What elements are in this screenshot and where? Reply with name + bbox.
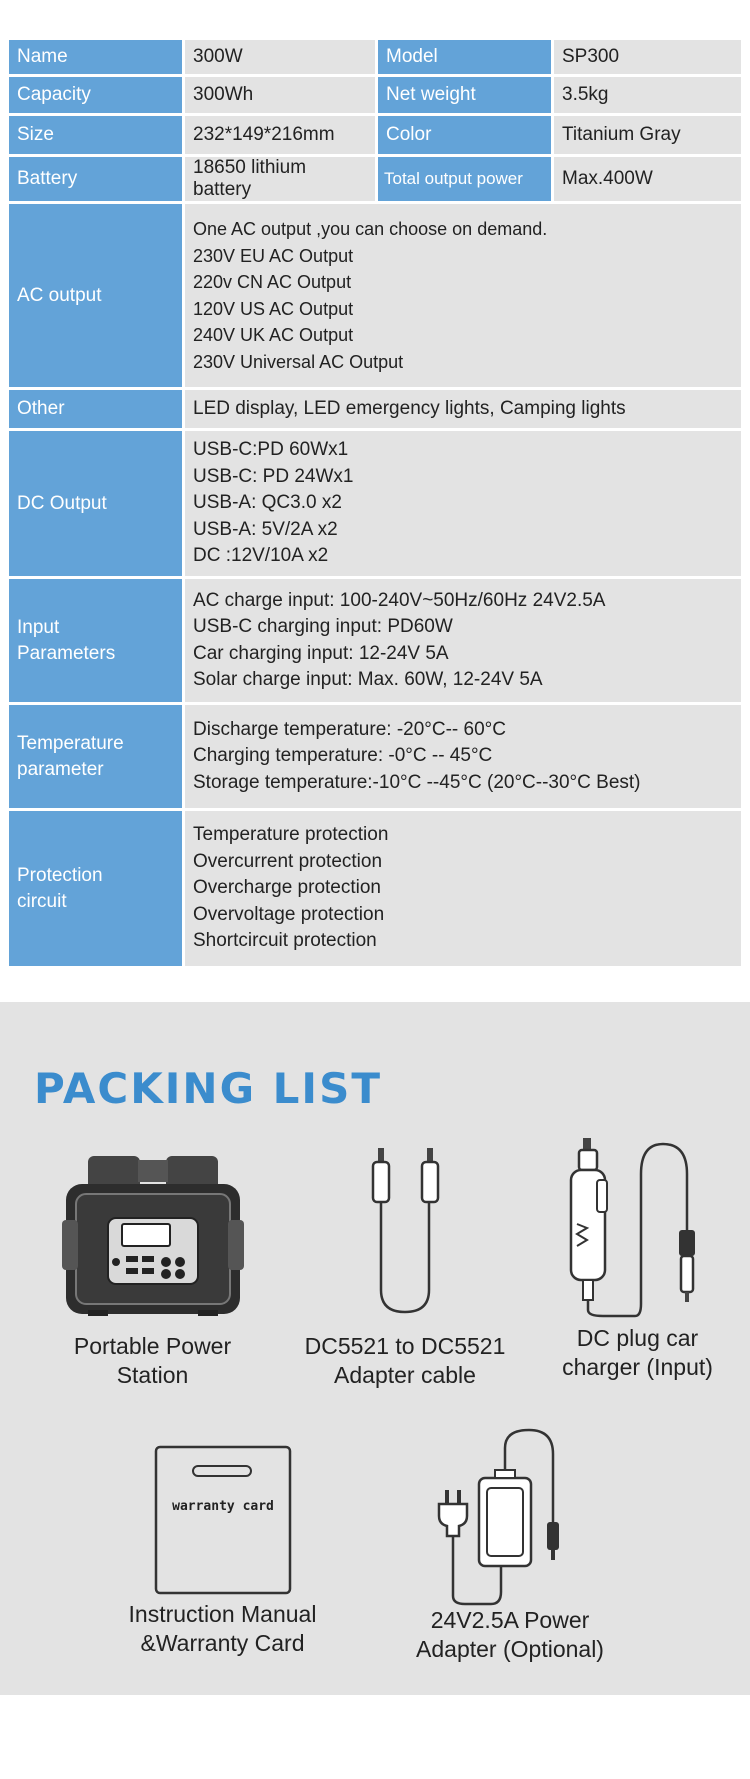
- prot-line: Overcharge protection: [193, 877, 381, 899]
- input-line: Car charging input: 12-24V 5A: [193, 642, 449, 664]
- caption-line: DC plug car: [576, 1325, 699, 1351]
- ac-line: 220v CN AC Output: [193, 272, 352, 292]
- input-line: Solar charge input: Max. 60W, 12-24V 5A: [193, 669, 543, 690]
- spec-value: 232*149*216mm: [184, 115, 377, 156]
- spec-key-line: Temperature: [17, 732, 124, 754]
- power-adapter-icon: [435, 1426, 585, 1606]
- input-line: USB-C charging input: PD60W: [193, 616, 453, 637]
- packing-item-car-charger: [540, 1134, 735, 1382]
- packing-item-caption: [395, 1606, 625, 1664]
- spec-row-temperature: [8, 704, 743, 810]
- spec-value: 18650 lithium battery: [184, 156, 377, 203]
- packing-item-manual: [105, 1444, 340, 1658]
- spec-row-capacity: [8, 76, 743, 115]
- prot-line: Overvoltage protection: [193, 903, 385, 925]
- ac-line: 240V UK AC Output: [193, 325, 354, 345]
- caption-line: 24V2.5A Power: [430, 1607, 590, 1633]
- spec-key: Capacity: [8, 76, 184, 115]
- prot-line: Shortcircuit protection: [193, 930, 377, 952]
- caption-line: Instruction Manual: [128, 1601, 317, 1627]
- caption-line: Station: [116, 1362, 189, 1388]
- spec-key-line: Input: [17, 616, 60, 638]
- spec-table: [6, 37, 744, 969]
- packing-list-section: [0, 1002, 750, 1695]
- spec-key: Color: [377, 115, 553, 156]
- spec-value: [184, 203, 743, 389]
- spec-row-protection: [8, 810, 743, 968]
- spec-key: Battery: [8, 156, 184, 203]
- packing-item-caption: [45, 1332, 260, 1390]
- dc-line: USB-A: 5V/2A x2: [193, 518, 338, 540]
- spec-key-line: circuit: [17, 890, 67, 912]
- caption-line: Adapter cable: [334, 1362, 476, 1388]
- spec-key: [8, 810, 184, 968]
- packing-item-caption: [540, 1324, 735, 1382]
- packing-item-dc-cable: [290, 1142, 520, 1390]
- dc-line: DC :12V/10A x2: [193, 545, 329, 567]
- caption-line: DC5521 to DC5521: [304, 1333, 506, 1359]
- spec-value: Titanium Gray: [553, 115, 743, 156]
- spec-row-name: [8, 39, 743, 76]
- spec-value: LED display, LED emergency lights, Camping lights: [184, 389, 743, 430]
- packing-item-power-adapter: [395, 1426, 625, 1664]
- spec-key: DC Output: [8, 430, 184, 578]
- spec-key: [8, 578, 184, 704]
- spec-value: [184, 704, 743, 810]
- ac-line: 230V Universal AC Output: [193, 351, 404, 372]
- temp-line: Storage temperature:-10°C --45°C (20°C--30°C Best): [193, 771, 641, 793]
- spec-key: [8, 704, 184, 810]
- caption-line: Portable Power: [73, 1333, 232, 1359]
- ac-line: One AC output ,you can choose on demand.: [193, 219, 548, 239]
- spec-key: AC output: [8, 203, 184, 389]
- prot-line: Temperature protection: [193, 824, 389, 846]
- spec-value: [184, 578, 743, 704]
- spec-row-ac-output: [8, 203, 743, 389]
- packing-item-caption: [105, 1600, 340, 1658]
- spec-value: [184, 430, 743, 578]
- ac-line: 120V US AC Output: [193, 298, 354, 319]
- prot-line: Overcurrent protection: [193, 850, 383, 872]
- spec-row-battery: [8, 156, 743, 203]
- spec-value: 300Wh: [184, 76, 377, 115]
- spec-key: Name: [8, 39, 184, 76]
- spec-key-line: Parameters: [17, 642, 116, 664]
- spec-key: Other: [8, 389, 184, 430]
- temp-line: Discharge temperature: -20°C-- 60°C: [193, 718, 506, 740]
- caption-line: Adapter (Optional): [416, 1636, 604, 1662]
- car-charger-icon: [563, 1134, 713, 1320]
- spec-value: SP300: [553, 39, 743, 76]
- spec-row-size: [8, 115, 743, 156]
- temp-line: Charging temperature: -0°C -- 45°C: [193, 745, 493, 767]
- spec-value: 300W: [184, 39, 377, 76]
- dc-line: USB-C:PD 60Wx1: [193, 439, 349, 461]
- spec-key-line: parameter: [17, 758, 104, 780]
- spec-key: Net weight: [377, 76, 553, 115]
- packing-item-caption: [290, 1332, 520, 1390]
- caption-line: charger (Input): [562, 1354, 713, 1380]
- spec-value: 3.5kg: [553, 76, 743, 115]
- spec-row-input: [8, 578, 743, 704]
- caption-line: &Warranty Card: [140, 1630, 305, 1656]
- spec-key-line: Protection: [17, 864, 103, 886]
- dc-cable-icon: [345, 1142, 465, 1320]
- input-line: AC charge input: 100-240V~50Hz/60Hz 24V2.5A: [193, 589, 606, 611]
- packing-list-title: PACKING LIST: [34, 1064, 382, 1113]
- spec-row-dc-output: [8, 430, 743, 578]
- ac-line: 230V EU AC Output: [193, 245, 354, 266]
- spec-key: Total output power: [377, 156, 553, 203]
- spec-row-other: [8, 389, 743, 430]
- packing-item-power-station: [45, 1150, 260, 1390]
- warranty-card-text: warranty card: [171, 1499, 274, 1514]
- spec-key: Size: [8, 115, 184, 156]
- warranty-card-icon: [153, 1444, 293, 1596]
- dc-line: USB-A: QC3.0 x2: [193, 492, 342, 514]
- spec-key: Model: [377, 39, 553, 76]
- power-station-icon: [58, 1150, 248, 1320]
- dc-line: USB-C: PD 24Wx1: [193, 465, 354, 487]
- spec-value: [184, 810, 743, 968]
- spec-value: Max.400W: [553, 156, 743, 203]
